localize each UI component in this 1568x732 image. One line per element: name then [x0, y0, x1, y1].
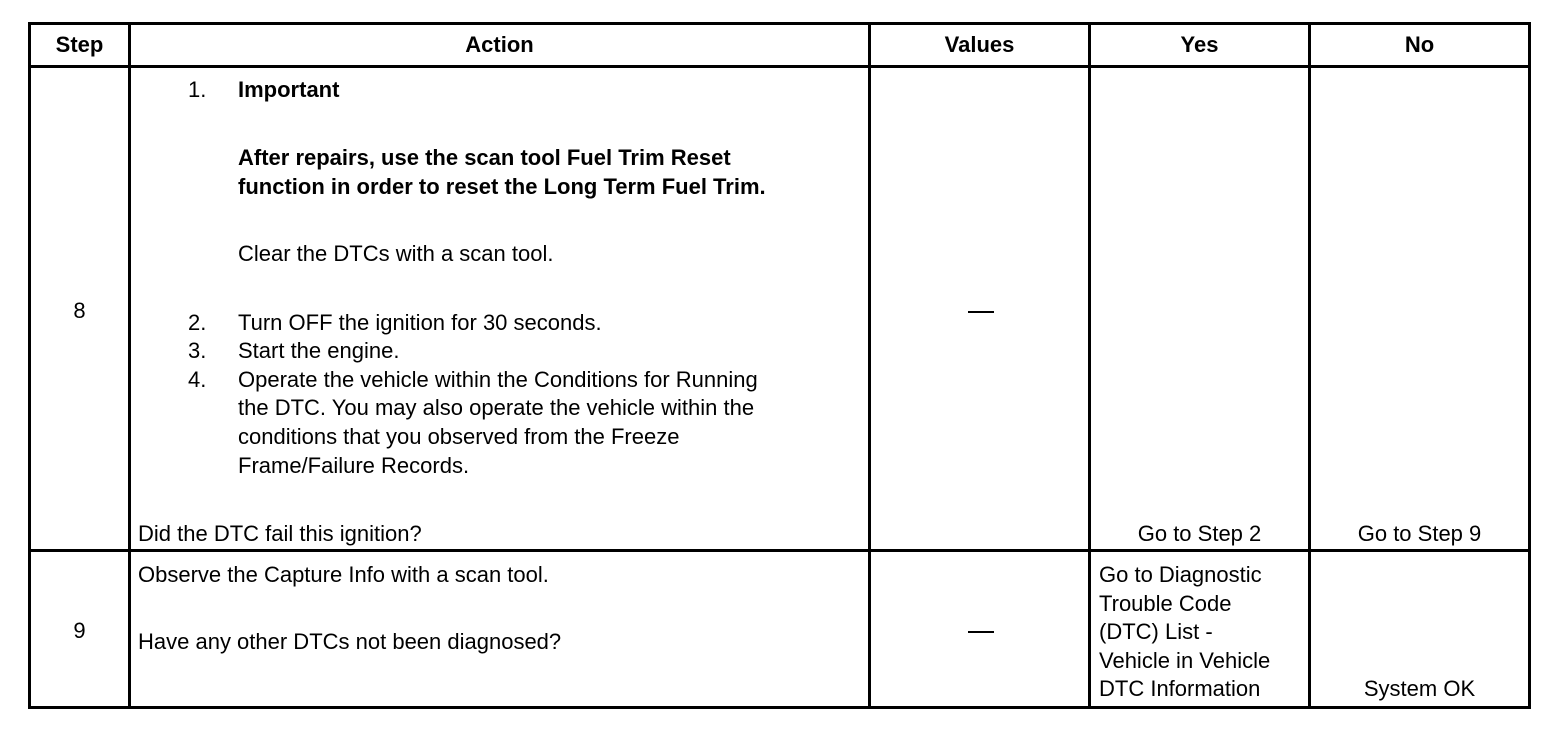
important-label: Important	[238, 77, 340, 102]
yes-result-line: (DTC) List -	[1099, 619, 1213, 644]
yes-result-line: Go to Diagnostic	[1099, 562, 1262, 587]
yes-result: Go to Step 2	[1137, 521, 1262, 546]
action-question: Have any other DTCs not been diagnosed?	[138, 629, 562, 654]
action-text: Turn OFF the ignition for 30 seconds.	[238, 310, 602, 335]
list-number: 1.	[188, 77, 207, 102]
column-divider	[1308, 25, 1311, 706]
header-no: No	[1404, 32, 1435, 57]
column-divider	[128, 25, 131, 706]
list-number: 3.	[188, 338, 207, 363]
no-result: Go to Step 9	[1357, 521, 1482, 546]
header-yes: Yes	[1180, 32, 1219, 57]
values-dash	[968, 311, 994, 313]
yes-result-line: Trouble Code	[1099, 591, 1232, 616]
action-text-line: Operate the vehicle within the Conditions for Running	[238, 367, 758, 392]
action-text: Start the engine.	[238, 338, 400, 363]
list-number: 2.	[188, 310, 207, 335]
column-divider	[1088, 25, 1091, 706]
action-text-line: Frame/Failure Records.	[238, 453, 470, 478]
action-text: Clear the DTCs with a scan tool.	[238, 241, 554, 266]
no-result: System OK	[1363, 676, 1476, 701]
action-question: Did the DTC fail this ignition?	[138, 521, 422, 546]
row-divider	[31, 65, 1528, 68]
important-note-line: function in order to reset the Long Term Fuel Trim.	[238, 174, 766, 199]
step-number: 8	[73, 298, 86, 323]
header-values: Values	[944, 32, 1015, 57]
yes-result-line: DTC Information	[1099, 676, 1261, 701]
list-number: 4.	[188, 367, 207, 392]
row-divider	[31, 549, 1528, 552]
action-text: Observe the Capture Info with a scan tool.	[138, 562, 549, 587]
values-dash	[968, 631, 994, 633]
column-divider	[868, 25, 871, 706]
diagnostic-table	[28, 22, 1531, 709]
header-step: Step	[55, 32, 104, 57]
header-action: Action	[465, 32, 534, 57]
action-text-line: conditions that you observed from the Freeze	[238, 424, 680, 449]
step-number: 9	[73, 618, 86, 643]
important-note-line: After repairs, use the scan tool Fuel Trim Reset	[238, 145, 731, 170]
action-text-line: the DTC. You may also operate the vehicle within the	[238, 395, 755, 420]
yes-result-line: Vehicle in Vehicle	[1099, 648, 1271, 673]
